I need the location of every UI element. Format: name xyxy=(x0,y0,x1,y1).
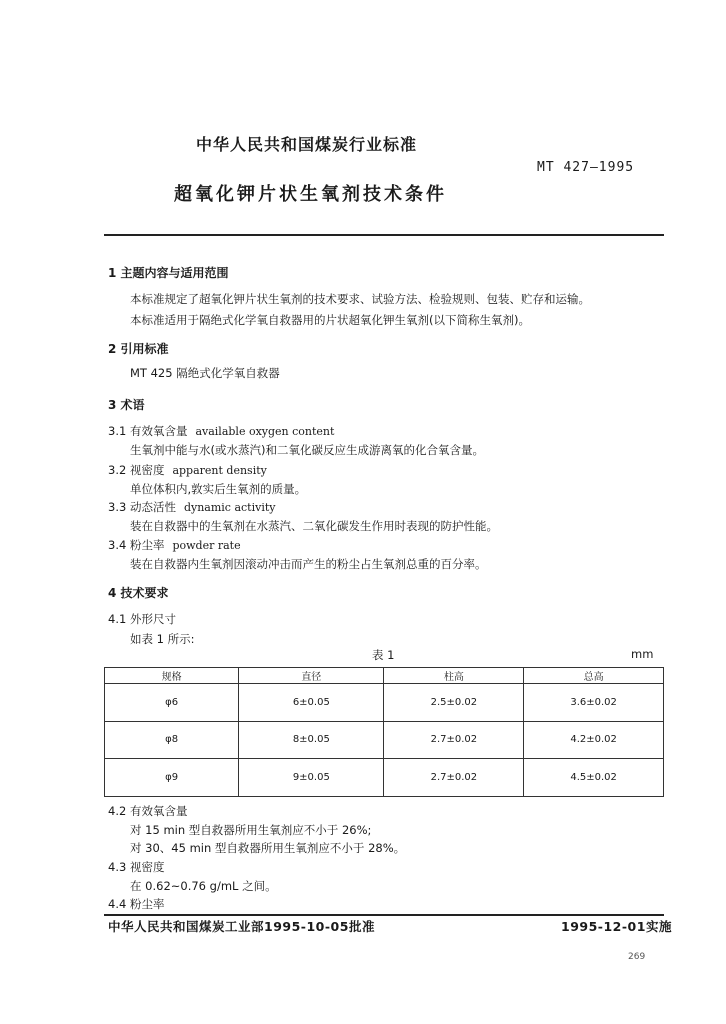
term-3-2-english: apparent density xyxy=(172,464,267,477)
section-2-heading: 2 引用标准 xyxy=(108,342,169,356)
table-cell: φ6 xyxy=(105,684,239,722)
term-3-1-definition: 生氧剂中能与水(或水蒸汽)和二氧化碳反应生成游离氧的化合氧含量。 xyxy=(130,443,484,457)
table-cell: 8±0.05 xyxy=(239,721,384,759)
section-4-1-heading: 4.1 外形尺寸 xyxy=(108,612,176,626)
section-1-heading: 1 主题内容与适用范围 xyxy=(108,266,229,280)
term-3-4 xyxy=(108,537,241,553)
term-3-3-definition: 装在自救器中的生氧剂在水蒸汽、二氧化碳发生作用时表现的防护性能。 xyxy=(130,519,498,533)
page-number: 269 xyxy=(628,952,646,962)
term-3-1-label: 3.1 有效氧含量 xyxy=(108,424,188,438)
term-3-4-definition: 装在自救器内生氧剂因滚动冲击而产生的粉尘占生氧剂总重的百分率。 xyxy=(130,557,487,571)
table-cell: 2.5±0.02 xyxy=(384,684,524,722)
header-rule xyxy=(104,234,664,236)
section-3-heading: 3 术语 xyxy=(108,398,145,412)
table-cell: 3.6±0.02 xyxy=(524,684,664,722)
term-3-1 xyxy=(108,423,334,439)
table-cell: φ9 xyxy=(105,759,239,797)
table-row xyxy=(105,721,664,759)
term-3-3-label: 3.3 动态活性 xyxy=(108,500,176,514)
term-3-2 xyxy=(108,462,267,478)
term-3-1-english: available oxygen content xyxy=(195,425,335,438)
table-header-cell: 直径 xyxy=(239,668,384,684)
section-4-3-heading: 4.3 视密度 xyxy=(108,860,165,874)
section-4-2-paragraph-1: 对 15 min 型自救器所用生氧剂应不小于 26%; xyxy=(130,823,372,837)
table-cell: 6±0.05 xyxy=(239,684,384,722)
doc-title: 超氧化钾片状生氧剂技术条件 xyxy=(174,184,447,205)
term-3-2-label: 3.2 视密度 xyxy=(108,463,165,477)
section-4-1-text: 如表 1 所示: xyxy=(130,632,195,646)
table-caption: 表 1 xyxy=(372,648,395,662)
table-header-cell: 规格 xyxy=(105,668,239,684)
org-title: 中华人民共和国煤炭行业标准 xyxy=(196,135,418,154)
term-3-4-label: 3.4 粉尘率 xyxy=(108,538,165,552)
table-row xyxy=(105,759,664,797)
term-3-3 xyxy=(108,499,275,515)
table-cell: 9±0.05 xyxy=(239,759,384,797)
section-1-paragraph-2: 本标准适用于隔绝式化学氧自救器用的片状超氧化钾生氧剂(以下简称生氧剂)。 xyxy=(130,313,530,327)
doc-code: MT 427—1995 xyxy=(537,160,635,175)
table-unit: mm xyxy=(631,647,654,661)
table-cell: 2.7±0.02 xyxy=(384,759,524,797)
approval-line: 中华人民共和国煤炭工业部1995-10-05批准 xyxy=(108,919,375,934)
term-3-2-definition: 单位体积内,敦实后生氧剂的质量。 xyxy=(130,482,307,496)
table-cell: φ8 xyxy=(105,721,239,759)
effective-date: 1995-12-01实施 xyxy=(561,919,672,934)
section-4-heading: 4 技术要求 xyxy=(108,586,169,600)
table-header-cell: 总高 xyxy=(524,668,664,684)
section-2-reference: MT 425 隔绝式化学氧自救器 xyxy=(130,366,280,380)
footer-rule xyxy=(104,914,664,916)
section-4-4-heading: 4.4 粉尘率 xyxy=(108,897,165,911)
table-header-row xyxy=(105,668,664,684)
term-3-4-english: powder rate xyxy=(172,539,241,552)
table-cell: 4.5±0.02 xyxy=(524,759,664,797)
table-cell: 2.7±0.02 xyxy=(384,721,524,759)
table-row xyxy=(105,684,664,722)
section-4-2-paragraph-2: 对 30、45 min 型自救器所用生氧剂应不小于 28%。 xyxy=(130,841,406,855)
section-4-3-text: 在 0.62~0.76 g/mL 之间。 xyxy=(130,879,277,893)
term-3-3-english: dynamic activity xyxy=(183,501,276,514)
section-1-paragraph-1: 本标准规定了超氧化钾片状生氧剂的技术要求、试验方法、检验规则、包装、贮存和运输。 xyxy=(130,292,590,306)
section-4-2-heading: 4.2 有效氧含量 xyxy=(108,804,188,818)
table-header-cell: 柱高 xyxy=(384,668,524,684)
dimension-table xyxy=(104,667,664,797)
table-cell: 4.2±0.02 xyxy=(524,721,664,759)
